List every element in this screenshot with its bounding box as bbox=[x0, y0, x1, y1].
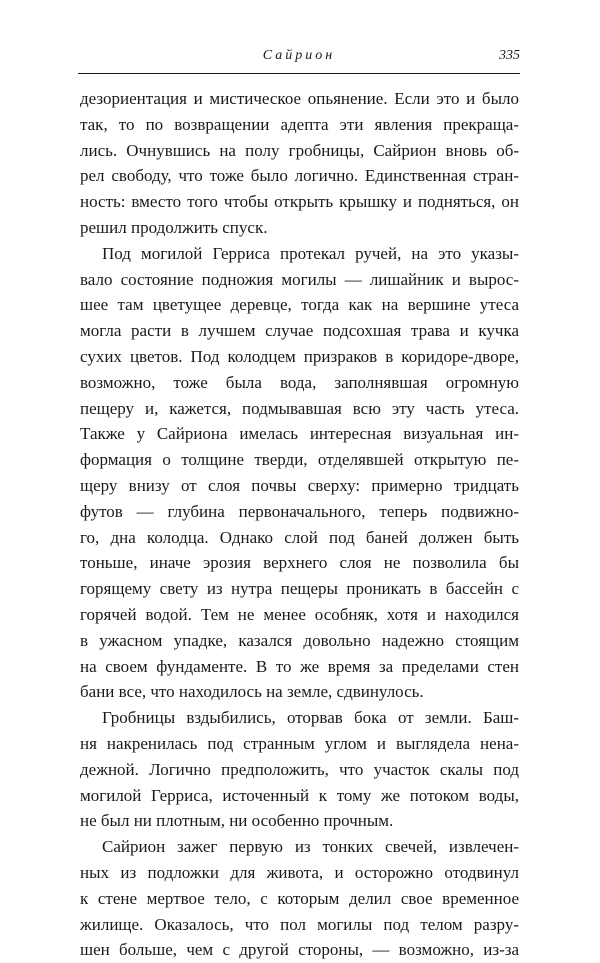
text-line: ность: вместо того чтобы открыть крышку и подняться, он bbox=[80, 192, 519, 212]
running-head bbox=[78, 48, 520, 72]
text-line: щеру внизу от слоя почвы сверху: примерно тридцать bbox=[80, 475, 519, 495]
text-line: го, дна колодца. Однако слой под баней должен быть bbox=[80, 527, 519, 547]
body-text bbox=[80, 86, 519, 963]
text-line: на своем фундаменте. В то же время за пределами стен bbox=[80, 656, 519, 676]
text-line: футов — глубина первоначального, теперь подвижно- bbox=[80, 501, 519, 521]
text-line: горящему свету из нутра пещеры проникать в бассейн с bbox=[80, 579, 519, 599]
text-line: Также у Сайриона имелась интересная визуальная ин- bbox=[80, 424, 519, 444]
text-line: могилой Герриса, источенный к тому же потоком воды, bbox=[80, 785, 519, 805]
text-line: возможно, тоже была вода, заполнявшая огромную bbox=[80, 372, 519, 392]
page-number: 335 bbox=[499, 48, 520, 63]
text-line: Гробницы вздыбились, оторвав бока от земли. Баш- bbox=[102, 708, 519, 728]
text-line: рел свободу, что тоже было логично. Единственная стран- bbox=[80, 166, 519, 186]
paragraph-1 bbox=[80, 86, 519, 241]
text-line: жилище. Оказалось, что пол могилы под телом разру- bbox=[80, 914, 519, 934]
header-rule bbox=[78, 73, 520, 74]
running-title: Сайрион bbox=[262, 48, 336, 63]
text-line: вало состояние подножия могилы — лишайник и вырос- bbox=[80, 269, 519, 289]
text-line: шен больше, чем с другой стороны, — возможно, из-за bbox=[80, 940, 519, 960]
text-line: Сайрион зажег первую из тонких свечей, извлечен- bbox=[102, 837, 519, 857]
paragraph-3 bbox=[80, 705, 519, 834]
text-line: пещеру и, кажется, подмывавшая всю эту часть утеса. bbox=[80, 398, 519, 418]
paragraph-2 bbox=[80, 241, 519, 705]
text-line: бани все, что находилось на земле, сдвинулось. bbox=[80, 682, 424, 702]
text-line: дезориентация и мистическое опьянение. Если это и было bbox=[80, 89, 519, 108]
text-line: дежной. Логично предположить, что участок скалы под bbox=[80, 759, 519, 779]
text-line: могла расти в лучшем случае подсохшая трава и кучка bbox=[80, 321, 519, 341]
text-line: к стене мертвое тело, с которым делил свое временное bbox=[80, 888, 519, 908]
text-line: формация о толщине тверди, отделявшей открытую пе- bbox=[80, 450, 519, 470]
text-line: не был ни плотным, ни особенно прочным. bbox=[80, 811, 394, 831]
text-line: ня накренилась под странным углом и выглядела нена- bbox=[80, 733, 519, 753]
text-line: шее там цветущее деревце, тогда как на вершине утеса bbox=[80, 295, 519, 315]
paragraph-4 bbox=[80, 834, 519, 963]
text-line: сухих цветов. Под колодцем призраков в коридоре-дворе, bbox=[80, 346, 519, 366]
text-line: Под могилой Герриса протекал ручей, на это указы- bbox=[102, 243, 519, 263]
text-line: ных из подложки для живота, и осторожно отодвинул bbox=[80, 862, 519, 882]
text-line: в ужасном упадке, казался довольно надежно стоящим bbox=[80, 630, 519, 650]
text-line: тоньше, иначе эрозия верхнего слоя не позволила бы bbox=[80, 553, 519, 573]
text-line: так, то по возвращении адепта эти явления прекраща- bbox=[80, 114, 519, 134]
text-line: лись. Очнувшись на полу гробницы, Сайрион вновь об- bbox=[80, 140, 519, 160]
text-line: решил продолжить спуск. bbox=[80, 217, 268, 237]
text-line: горячей водой. Тем не менее особняк, хотя и находился bbox=[80, 604, 519, 624]
